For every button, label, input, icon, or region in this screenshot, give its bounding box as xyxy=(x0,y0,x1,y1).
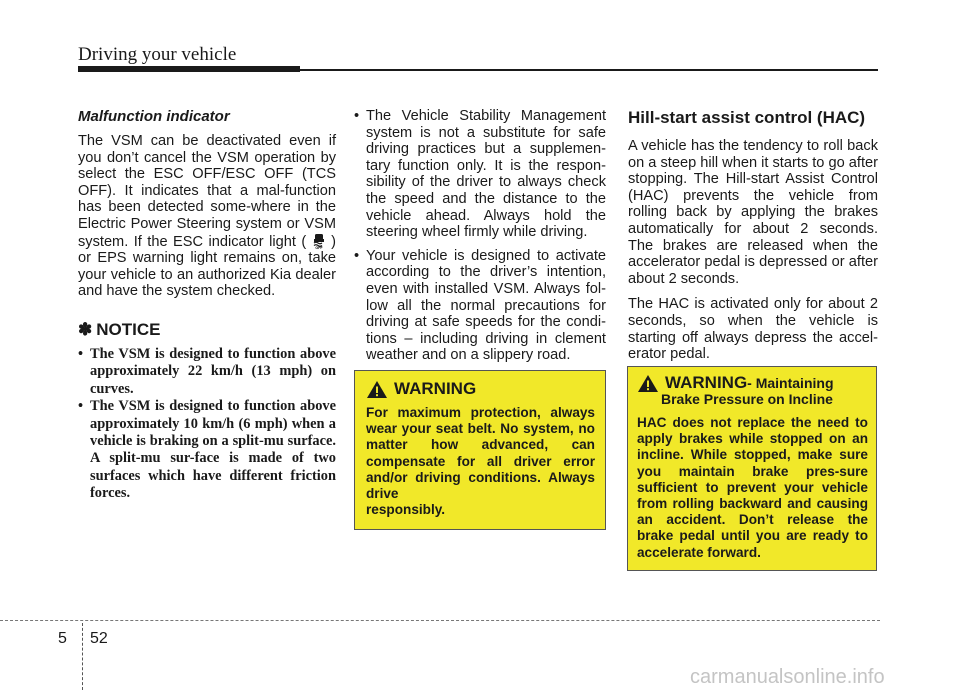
notice-list xyxy=(78,346,336,503)
hac-section-title: Hill-start assist control (HAC) xyxy=(628,108,866,127)
warning-triangle-icon xyxy=(637,374,659,393)
watermark: carmanualsonline.info xyxy=(690,666,885,688)
section-number: 5 xyxy=(58,630,67,647)
malfunction-text-part2: ) or EPS warning light remains on, take your vehicle to an authorized Kia dealer and have the system checked. xyxy=(78,233,336,300)
warning-subtitle-line2: Brake Pressure on Incline xyxy=(661,391,833,407)
malfunction-text-part1: The VSM can be deactivated even if you don’t cancel the VSM operation by select the ESC OFF/ESC OFF (TCS OFF). It indicates that a mal-function has been detected some-where in the Electric Power Steering system or VSM system. If the ESC indicator light ( xyxy=(78,133,336,250)
header-rule-thick xyxy=(78,66,300,72)
notice-item: • The VSM is designed to function above approximately 10 km/h (6 mph) when a vehicle is braking on a split-mu surface. A split-mu sur-face is made of two surfaces which have different friction forces. xyxy=(78,398,336,502)
warning-body: HAC does not replace the need to apply brakes while stopped on an incline. While stopped, make sure you maintain brake pres-sure sufficient to prevent your vehicle from rolling backward and causing an accident. Don’t release the brake pedal until you are ready to accelerate forward. xyxy=(637,415,868,560)
warning-subtitle: - Maintaining xyxy=(747,375,834,391)
vsm-bullet-list xyxy=(354,108,606,364)
seatbelt-warning-box xyxy=(354,370,606,530)
hac-paragraph: A vehicle has the tendency to roll back on a steep hill when it starts to go after stopping. The Hill-start Assist Control (HAC) prevents the vehicle from rolling back by applying the brakes automatically for about 2 seconds. The brakes are released when the accelerator pedal is depressed or after about 2 seconds. xyxy=(628,138,878,287)
footer-divider xyxy=(82,623,83,690)
notice-item: • The VSM is designed to function above approximately 22 km/h (13 mph) on curves. xyxy=(78,345,336,397)
warning-body: For maximum protection, always wear your seat belt. No system, no matter how advanced, can compensate for all driver error and/or driving conditions. Always drive responsibly. xyxy=(366,405,595,518)
warning-label: WARNING xyxy=(394,379,477,398)
hac-paragraph: The HAC is activated only for about 2 seconds, so when the vehicle is starting off always depress the accel-erator pedal. xyxy=(628,296,878,363)
column-left xyxy=(78,108,336,503)
list-item: • The Vehicle Stability Management system is not a substitute for safe driving practices but a supplemen-tary function only. It is the respon-sibility of the driver to always check the speed and the distance to the vehicle ahead. Always hold the steering wheel firmly while driving. xyxy=(354,108,606,241)
notice-heading xyxy=(78,320,336,340)
malfunction-subheading: Malfunction indicator xyxy=(78,108,230,125)
warning-triangle-icon xyxy=(366,380,388,399)
page-number: 52 xyxy=(90,630,108,647)
malfunction-paragraph xyxy=(78,133,336,300)
notice-symbol-icon: ✽ xyxy=(78,319,93,339)
svg-text:OFF: OFF xyxy=(315,245,323,249)
footer-rule xyxy=(0,620,880,621)
warning-header xyxy=(637,373,868,393)
column-middle xyxy=(354,108,606,371)
header-rule-thin xyxy=(300,69,878,71)
brake-pressure-warning-box xyxy=(627,366,877,571)
list-item: • Your vehicle is designed to activate according to the driver’s intention, even with installed VSM. Always fol-low all the normal precautions for driving at safe speeds for the condi-tions – including driving in clement weather and on a slippery road. xyxy=(354,247,606,364)
esc-off-indicator-icon xyxy=(312,233,326,249)
warning-label: WARNING xyxy=(665,373,748,392)
page-header-title: Driving your vehicle xyxy=(78,44,237,65)
warning-header xyxy=(366,379,595,399)
notice-title: NOTICE xyxy=(96,319,161,339)
column-right xyxy=(628,108,878,372)
